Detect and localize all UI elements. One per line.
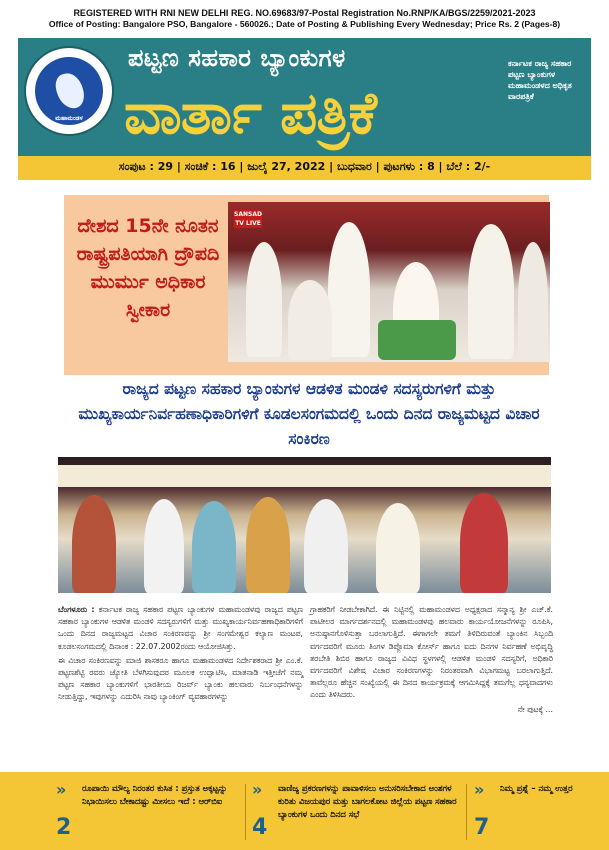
stage-banner (58, 465, 551, 487)
sansad-tv-badge: SANSAD TV LIVE (234, 211, 262, 227)
emblem-disc (35, 57, 103, 125)
meeting-story-headline: ರಾಜ್ಯದ ಪಟ್ಟಣ ಸಹಕಾರ ಬ್ಯಾಂಕುಗಳ ಆಡಳಿತ ಮಂಡಳಿ ಸದಸ್ಯರುಗಳಿಗೆ ಮತ್ತು ಮುಖ್ಯಕಾರ್ಯನಿರ್ವಹಣಾಧಿಕಾರಿಗಳಿಗೆ ಕೂಡಲಸಂಗಮದಲ್ಲಿ ಒಂದು ದಿನದ ರಾಜ್ಯಮಟ್ಟದ ವಿಚಾರ ಸಂಕಿರಣ (78, 380, 540, 448)
masthead-subtitle: ಪಟ್ಟಣ ಸಹಕಾರ ಬ್ಯಾಂಕುಗಳ (128, 44, 346, 72)
double-chevron-icon: » (252, 780, 263, 799)
guard-figure (468, 224, 514, 359)
attendee-figure (192, 501, 236, 593)
teaser-page-2[interactable] (56, 782, 242, 842)
lead-story-headline: ದೇಶದ 15ನೇ ನೂತನ ರಾಷ್ಟ್ರಪತಿಯಾಗಿ ದ್ರೌಪದಿ ಮುರ್ಮು ಅಧಿಕಾರ ಸ್ವೀಕಾರ (76, 215, 220, 321)
federation-emblem-icon (26, 48, 112, 134)
lectern (378, 320, 456, 360)
continued-marker: ನೇ ಪುಟಕ್ಕೆ ... (517, 704, 553, 714)
double-chevron-icon: » (56, 780, 67, 799)
teaser-text: ರೂಪಾಯಿ ಮೌಲ್ಯ ನಿರಂತರ ಕುಸಿತ : ಪ್ರಸ್ತುತ ಅಕ್ಕಟ್ಟನ್ನು ನಿಭಾಯಿಸಲು ಬೇಕಾದಷ್ಟು ಮೀಸಲು ಇದೆ : ಆರ್‌ಬಿಐ (82, 783, 228, 806)
teaser-text: ವಾಣಿಜ್ಯ ಪ್ರಕರಣಗಳನ್ನು ಪಾವಾಳಿಸಲು ಅನುಸರಿಸಬೇಕಾದ ಅಂಶಗಳ ಕುರಿತು ವಿಜಯಪುರ ಮತ್ತು ಬಾಗಲಕೋಟ ಜಿಲ್ಲೆಯ ಪಟ್ಟಣ ಸಹಕಾರ ಬ್ಯಾಂಕುಗಳ ಒಂದು ದಿನದ ಸಭೆ (278, 783, 457, 819)
attendee-figure (304, 499, 348, 593)
teaser-divider (466, 784, 467, 840)
masthead-title: ವಾರ್ತಾ ಪತ್ರಿಕೆ (124, 79, 376, 147)
guard-figure (328, 222, 370, 357)
attendee-figure (144, 499, 184, 593)
guard-figure (518, 242, 548, 360)
masthead-side-text: ಕರ್ನಾಟಕ ರಾಜ್ಯ ಸಹಕಾರ ಪಟ್ಟಣ ಬ್ಯಾಂಕುಗಳ ಮಹಾಮಂಡಳದ ಅಧಿಕೃತ ವಾರಪತ್ರಿಕೆ (508, 59, 572, 101)
registration-header (0, 8, 609, 30)
issue-info-text: ಸಂಪುಟ : 29 | ಸಂಚಿಕೆ : 16 | ಜುಲೈ 27, 2022 | ಬುಧವಾರ | ಪುಟಗಳು : 8 | ಬೆಲೆ : 2/- (118, 160, 491, 173)
teaser-page-number: 7 (474, 815, 490, 840)
attendee-figure (246, 497, 290, 593)
teaser-divider (245, 784, 246, 840)
karnataka-map-icon (53, 70, 87, 112)
teaser-text: ನಿಮ್ಮ ಪ್ರಶ್ನೆ – ನಮ್ಮ ಉತ್ತರ (500, 783, 573, 793)
guard-figure (246, 242, 282, 357)
attendee-figure (72, 495, 116, 593)
paragraph: ಕರ್ನಾಟಕ ರಾಜ್ಯ ಸಹಕಾರ ಪಟ್ಟಣ ಬ್ಯಾಂಕುಗಳ ಮಹಾಮಂಡಳವು ರಾಜ್ಯದ ಪಟ್ಟಣ ಸಹಕಾರ ಬ್ಯಾಂಕುಗಳ ಆಡಳಿತ ಮಂಡಳಿ ಸದಸ್ಯರುಗಳಿಗೆ ಮತ್ತು ಮುಖ್ಯಕಾರ್ಯನಿರ್ವಹಣಾಧಿಕಾರಿಗಳಿಗೆ ಒಂದು ದಿನದ ರಾಜ್ಯಮಟ್ಟದ ವಿಚಾರ ಸಂಕಿರಣವನ್ನು ಶ್ರೀ ಸಂಗಮೇಶ್ವರ ಕಲ್ಯಾಣ ಮಂಟಪ, ಕೂಡಲಸಂಗಮದಲ್ಲಿ ದಿನಾಂಕ : 22.07.2002ರಂದು ಆಯೋಜಿಸಿತ್ತು. (58, 605, 303, 651)
teaser-page-number: 4 (252, 815, 268, 840)
paragraph: ಗ್ರಾಹಕರಿಗೆ ನೀಡಬೇಕಾಗಿದೆ. ಈ ನಿಟ್ಟಿನಲ್ಲಿ ಮಹಾಮಂಡಳದ ಅಧ್ಯಕ್ಷರಾದ ಸನ್ಮಾನ್ಯ ಶ್ರೀ ಎಚ್.ಕೆ. ಪಾಟೀಲರ ಮಾರ್ಗದರ್ಶನದಲ್ಲಿ ಮಹಾಮಂಡಳವು ಹಲವಾರು ಕಾರ್ಯಯೋಜನೆಗಳನ್ನು ರೂಪಿಸಿ, ಅನುಷ್ಠಾನಗೊಳಿಸುತ್ತಾ ಬರಲಾಗುತ್ತಿದೆ. ಈಗಾಗಲೇ ತಮಗೆ ತಿಳಿದಿರುವಂತೆ ಬ್ಯಾಂಕಿನ ಸಿಬ್ಬಂದಿ ವರ್ಗದವರಿಗೆ ಮೂರು ತಿಂಗಳ ಡಿಪ್ಲೊಮಾ ಕೋರ್ಸ್ ಹಾಗೂ ಐದು ದಿನಗಳ ನಿರ್ವಹಣೆ ಅಭಿವೃದ್ಧಿ ತರಬೇತಿ ಶಿಬಿರ ಹಾಗೂ ರಾಜ್ಯದ ವಿವಿಧ ಸ್ಥಳಗಳಲ್ಲಿ ಆಡಳಿತ ಮಂಡಳಿ ಸದಸ್ಯರಿಗೆ, ಅಧಿಕಾರಿ ವರ್ಗದವರಿಗೆ ವಿಶೇಷ ವಿಚಾರ ಸಂಕಿರಣಗಳನ್ನು ನಿರಂತರವಾಗಿ ವಿಭಾಗಮಟ್ಟ ಬರಲಾಗುತ್ತಿದೆ. ತಾವೆಲ್ಲರೂ ಹೆಚ್ಚಿನ ಸಂಖ್ಯೆಯಲ್ಲಿ ಈ ದಿನದ ಕಾರ್ಯಕ್ರಮಕ್ಕೆ ಆಗಮಿಸಿದ್ದಕ್ಕೆ ತಮಗೆಲ್ಲ ಧನ್ಯವಾದಗಳು ಎಂದು ತಿಳಿಸಿದರು. (310, 605, 553, 700)
paragraph: ಈ ವಿಚಾರ ಸಂಕಿರಣವನ್ನು ಮಾಜಿ ಶಾಸಕರೂ ಹಾಗೂ ಮಹಾಮಂಡಳದ ನಿರ್ದೇಶಕರಾದ ಶ್ರೀ ಎಂ.ಕೆ. ಪಟ್ಟಣಶೆಟ್ಟಿ ರವರು ಜ್ಯೋತಿ ಬೆಳಗಿಸುವುದರ ಮೂಲಕ ಉದ್ಘಾಟಿಸಿ, ಮಾತನಾಡಿ ಇತ್ತೀಚೆಗೆ ನಮ್ಮ ಪಟ್ಟಣ ಸಹಕಾರ ಬ್ಯಾಂಕುಗಳಿಗೆ ಭಾರತೀಯ ರಿಜರ್ವ್ ಬ್ಯಾಂಕು ಹಲವಾರು ನಿರ್ಬಂಧನೆಗಳನ್ನು ನೀಡುತ್ತಿದ್ದು, ಇವುಗಳನ್ನು ಎದುರಿಸಿ ನಾವು ಬ್ಯಾಂಕಿಂಗ್ ವ್ಯವಹಾರಗಳನ್ನು (58, 655, 303, 702)
outgoing-president-figure (288, 280, 332, 360)
attendee-figure (376, 503, 420, 593)
teaser-page-7[interactable] (474, 782, 594, 842)
teaser-page-number: 2 (56, 815, 72, 840)
attendee-figure (460, 493, 508, 593)
teaser-page-4[interactable] (252, 782, 460, 842)
seminar-stage-photo (58, 457, 551, 593)
emblem-text: ಮಹಾಮಂಡಳ (55, 115, 83, 122)
article-column-1 (58, 604, 303, 706)
double-chevron-icon: » (474, 780, 485, 799)
registration-line-1: REGISTERED WITH RNI NEW DELHI REG. NO.69683/97-Postal Registration No.RNP/KA/BGS/2259/2021-2023 (73, 8, 536, 18)
oath-ceremony-photo (228, 202, 550, 362)
dateline: ಬೆಂಗಳೂರು : (58, 605, 95, 614)
article-column-2 (310, 604, 553, 718)
registration-line-2: Office of Posting: Bangalore PSO, Bangalore - 560026.; Date of Posting & Publishing Every Wednesday; Price Rs. 2 (Pages-8) (48, 19, 561, 29)
